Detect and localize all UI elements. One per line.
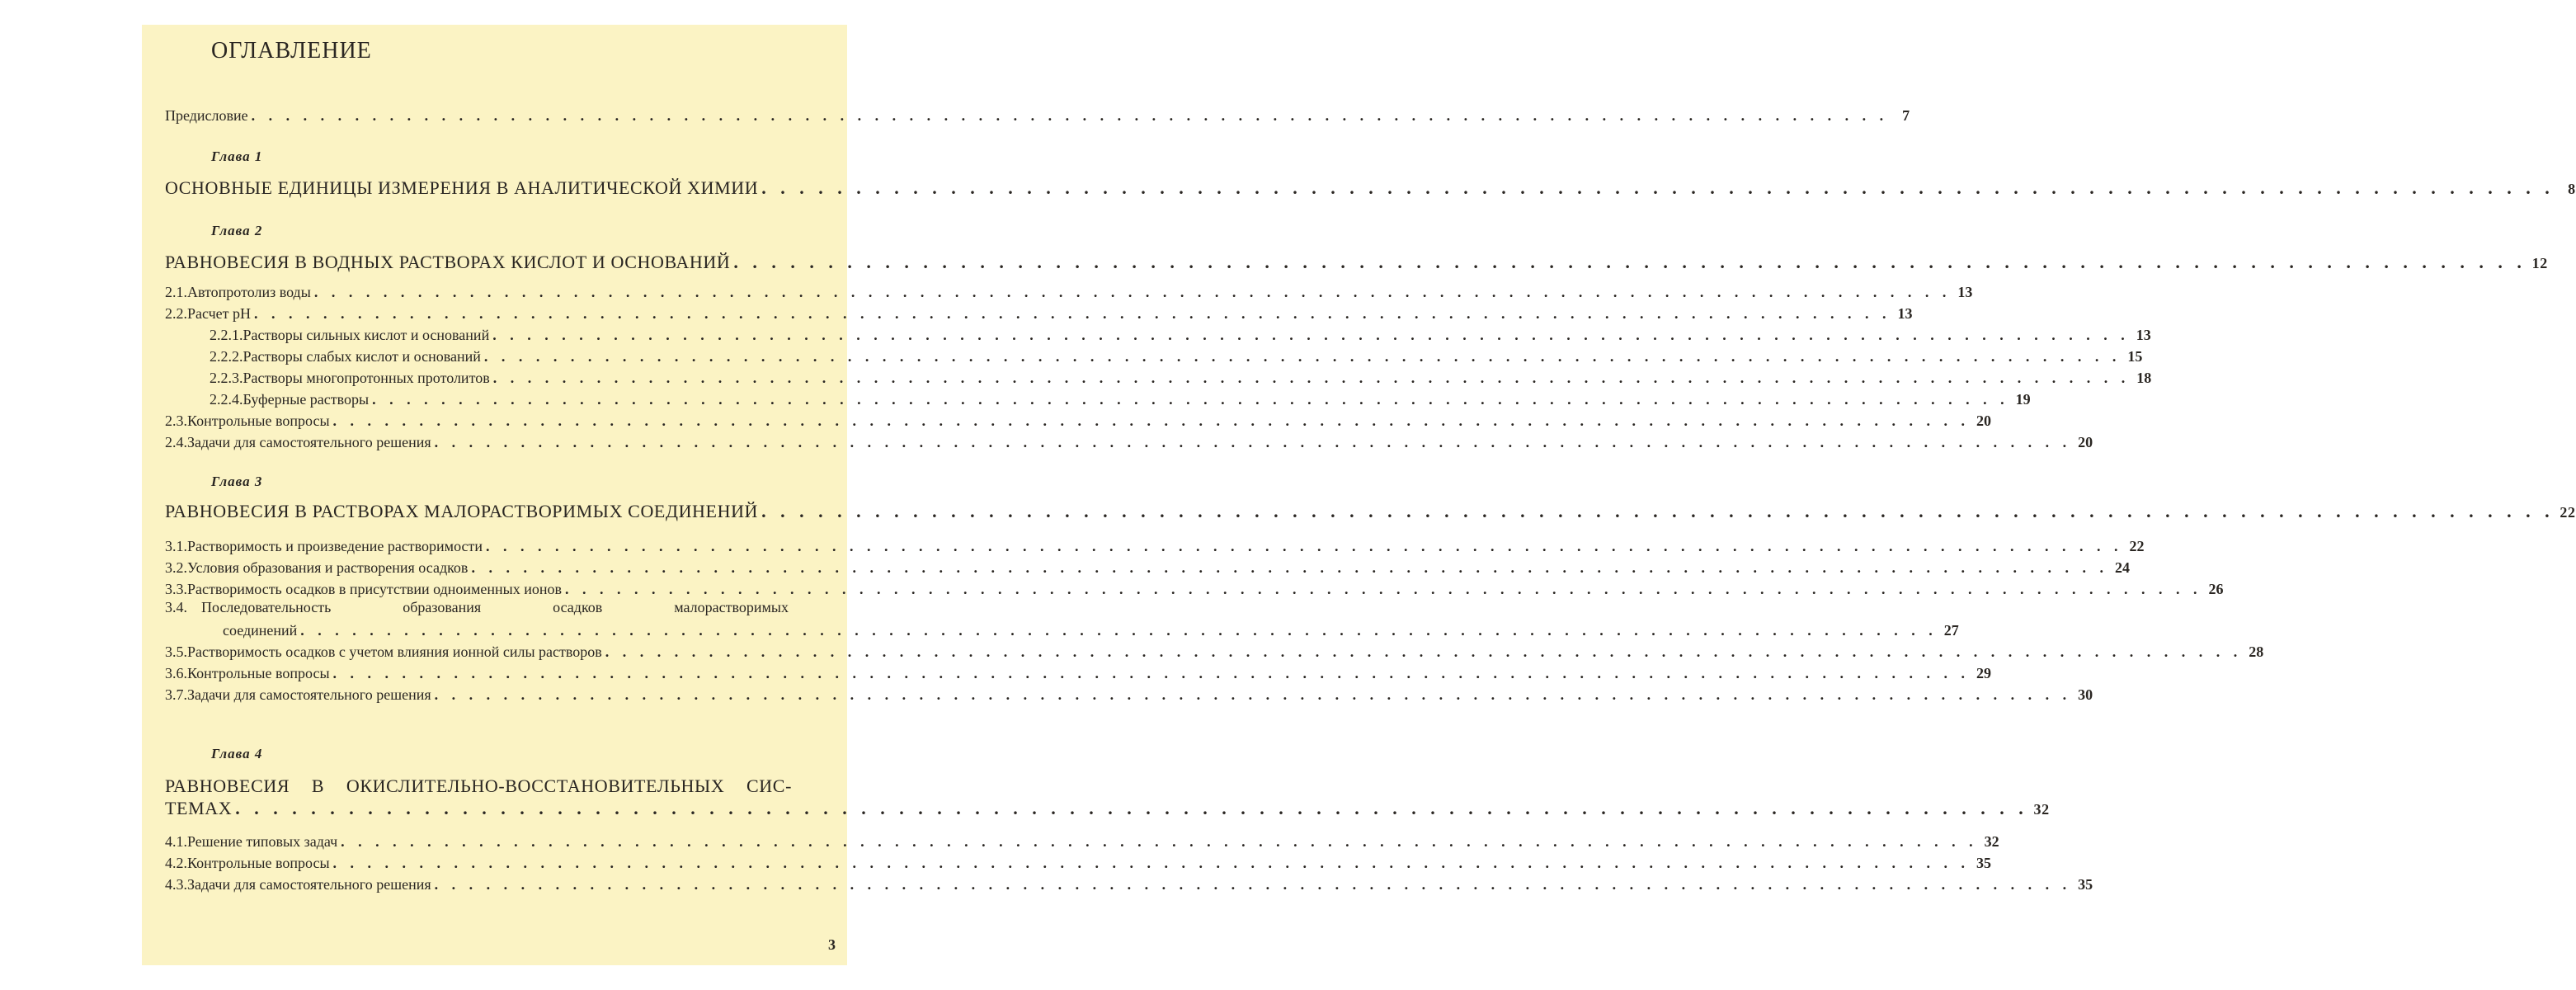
toc-entry-word: осадков [553,599,603,615]
section-number: 3.3. [165,581,187,597]
section-number: 4.1. [165,833,187,850]
toc-entry-page: 24 [2114,559,2130,576]
section-number: 3.5. [165,644,187,660]
section-number: 4.3. [165,876,187,893]
toc-entry [210,389,2031,409]
toc-entry-text: Растворы сильных кислот и оснований [243,327,490,343]
book-page [142,25,2576,965]
chapter-label: Глава 3 [211,474,263,489]
chapter-title-row [165,252,2548,273]
chapter-label: Глава 2 [211,223,263,238]
section-number: 3.4. [165,599,187,615]
section-number: 2.2.1. [210,327,243,343]
dot-leader: . . . . . . . . . . . . . . . . . . . . . . . . . . . . . . . . . . . . . . . . . . . . . . . . . . . . . . . . . . . . . . . . . . . . . . . . . . . . . . . . . . . . . . . . . . . . . . . [471,559,2108,576]
toc-entry-text: Растворимость и произведение растворимости [187,538,483,554]
dot-leader: . . . . . . . . . . . . . . . . . . . . . . . . . . . . . . . . . . . . . . . . . . . . . . . . . . . . . . . . . . . . . . . . . . . . . . . . . . . . . . . . . . . . . . . . . . . . . . . [486,538,2123,554]
toc-entry-page: 28 [2249,644,2264,660]
toc-entry-page: 13 [2136,327,2151,343]
dot-leader: . . . . . . . . . . . . . . . . . . . . . . . . . . . . . . . . . . . . . . . . . . . . . . . . . . . . . . . . . . . . . . . . . . . . . . . . . . . . . . . . . . . . . . . . . . . . . . . [605,644,2243,660]
toc-entry-page: 15 [2127,348,2143,365]
dot-leader: . . . . . . . . . . . . . . . . . . . . . . . . . . . . . . . . . . . . . . . . . . . . . . . . . . . . . . . . . . . . . . . . . . . . . . . . . . . . . . . . . . . . . . . . . . . . . . . [332,665,1971,681]
section-number: 2.2.4. [210,391,243,408]
toc-entry [165,663,1992,683]
toc-entry [165,853,1992,873]
section-number: 3.1. [165,538,187,554]
chapter-title-row [165,501,2576,522]
dot-leader: . . . . . . . . . . . . . . . . . . . . . . . . . . . . . . . . . . . . . . . . . . . . . . . . . . . . . . . . . . . . . . . . . . . . . . . . . . . . . . . . . . . . . . . . . . . . . . . [254,305,1891,322]
toc-entry-page: 18 [2136,370,2152,386]
toc-entry-text [201,599,789,616]
dot-leader: . . . . . . . . . . . . . . . . . . . . . . . . . . . . . . . . . . . . . . . . . . . . . . . . . . . . . . . . . . . . . . . . . . . . . . . . . . . . . . . . . . . . . . . . . . . . . . . [434,434,2072,450]
toc-entry [165,832,1999,851]
dot-leader: . . . . . . . . . . . . . . . . . . . . . . . . . . . . . . . . . . . . . . . . . . . . . . . . . . . . . . . . . . . . . . . . . . . . . . . . . . . . . . . . . . . . . . . . . . . . . . . [372,391,2009,408]
dot-leader: . . . . . . . . . . . . . . . . . . . . . . . . . . . . . . . . . . . . . . . . . . . . . . . . . . . . . . . . . . . . . . . . . . . . . . . . . . . . . . . . . . . . . . . . . . . . . . . [332,412,1971,429]
chapter-title: РАВНОВЕСИЯ В ВОДНЫХ РАСТВОРАХ КИСЛОТ И ОСНОВАНИЙ [165,252,731,272]
toc-entry [165,685,2093,705]
dot-leader: . . . . . . . . . . . . . . . . . . . . . . . . . . . . . . . . . . . . . . . . . . . . . . . . . . . . . . . . . . . . . . . . . . . . . . . . . . . . . . . . . . . . . . . . . . . . . . . [492,370,2131,386]
toc-entry-text: Растворы многопротонных протолитов [243,370,490,386]
dot-leader: . . . . . . . . . . . . . . . . . . . . . . . . . . . . . . . . . . . . . . . . . . . . . . . . . . . . . . . . . . . . . . . . . . . . . . . . . . . . . . . . . . . . . . . . . . . . . . . [492,327,2130,343]
toc-entry-page: 7 [1902,107,1910,124]
chapter-label: Глава 4 [211,746,263,761]
dot-leader: . . . . . . . . . . . . . . . . . . . . . . . . . . . . . . . . . . . . . . . . . . . . . . . . . . . . . . . . . . . . . . . . . . . . . . . . . . . . . . . . . . . . . . . . . . . . . . . [300,622,1938,639]
dot-leader: . . . . . . . . . . . . . . . . . . . . . . . . . . . . . . . . . . . . . . . . . . . . . . . . . . . . . . . . . . . . . . . . . . . . . . . . . . . . . . . . . . . . . . . . . . . . . . . [434,686,2072,703]
dot-leader: . . . . . . . . . . . . . . . . . . . . . . . . . . . . . . . . . . . . . . . . . . . . . . . . . . . . . . . . . . . . . . . . . . . . . . . . . . . . . . . . . . . . . . . . . . . . . . . [341,833,1978,850]
toc-entry [210,325,2151,345]
dot-leader: . . . . . . . . . . . . . . . . . . . . . . . . . . . . . . . . . . . . . . . . . . . . . . . . . . . . . . . . . . . . . . . . . . . . . . . . . . . . . . . . . . . . . . . . . . . . . . . [761,177,2555,198]
toc-entry [165,579,2224,599]
toc-entry-text: Контрольные вопросы [187,665,330,681]
toc-entry-text: Буферные растворы [243,391,370,408]
toc-entry [165,304,1913,323]
toc-entry [165,411,1992,431]
toc-entry-text: Задачи для самостоятельного решения [187,686,431,703]
toc-entry-page: 20 [2078,434,2093,450]
toc-entry [165,558,2130,578]
toc-entry-text: Условия образования и растворения осадков [187,559,469,576]
section-number: 2.2.2. [210,348,243,365]
chapter-title: ОСНОВНЫЕ ЕДИНИЦЫ ИЗМЕРЕНИЯ В АНАЛИТИЧЕСКОЙ ХИМИИ [165,177,759,198]
toc-entry-text: Растворимость осадков с учетом влияния ионной силы растворов [187,644,602,660]
toc-entry-multiline [165,599,789,616]
toc-entry-page: 29 [1976,665,1992,681]
toc-entry-page: 35 [2078,876,2093,893]
section-number: 2.4. [165,434,187,450]
chapter-page: 22 [2560,504,2576,521]
toc-entry [165,282,1973,302]
toc-entry [165,874,2093,894]
toc-entry [210,346,2143,366]
toc-entry-text: Расчет pH [187,305,252,322]
toc-entry [165,642,2264,662]
chapter-title-line [165,776,792,797]
toc-entry-page: 35 [1976,855,1992,871]
toc-entry-page: 26 [2208,581,2224,597]
chapter-label: Глава 1 [211,148,263,164]
dot-leader: . . . . . . . . . . . . . . . . . . . . . . . . . . . . . . . . . . . . . . . . . . . . . . . . . . . . . . . . . . . . . . . . . . . . . . . . . . . . . . . . . . . . . . . . . . . . . . . [251,107,1889,124]
toc-entry-page: 32 [1984,833,1999,850]
toc-entry-page: 27 [1943,622,1959,639]
toc-entry-preface [165,106,1910,125]
dot-leader: . . . . . . . . . . . . . . . . . . . . . . . . . . . . . . . . . . . . . . . . . . . . . . . . . . . . . . . . . . . . . . . . . . . . . . . . . . . . . . . . . . . . . . . . . . . . . . . [761,501,2555,521]
toc-entry-text: Задачи для самостоятельного решения [187,876,431,893]
dot-leader: . . . . . . . . . . . . . . . . . . . . . . . . . . . . . . . . . . . . . . . . . . . . . . . . . . . . . . . . . . . . . . . . . . . . . . . . . . . . . . . . . . . . . . . . . . . . . . . [332,855,1971,871]
section-number: 3.2. [165,559,187,576]
toc-entry-page: 30 [2078,686,2093,703]
toc-entry-word: образования [403,599,482,615]
section-number: 2.2. [165,305,187,322]
toc-entry-text: Контрольные вопросы [187,412,330,429]
toc-entry [165,432,2093,452]
chapter-title-word: СИС- [746,776,792,796]
toc-entry-text: Растворимость осадков в присутствии одноименных ионов [187,581,563,597]
chapter-page: 32 [2033,801,2050,818]
chapter-title-word: В [311,776,325,796]
chapter-title-word: ОКИСЛИТЕЛЬНО-ВОССТАНОВИТЕЛЬНЫХ [346,776,725,796]
dot-leader: . . . . . . . . . . . . . . . . . . . . . . . . . . . . . . . . . . . . . . . . . . . . . . . . . . . . . . . . . . . . . . . . . . . . . . . . . . . . . . . . . . . . . . . . . . . . . . . [483,348,2122,365]
toc-entry-page: 20 [1976,412,1992,429]
section-number: 2.1. [165,284,187,300]
chapter-title: РАВНОВЕСИЯ В РАСТВОРАХ МАЛОРАСТВОРИМЫХ СОЕДИНЕНИЙ [165,501,759,521]
section-number: 2.3. [165,412,187,429]
chapter-page: 8 [2568,181,2576,197]
dot-leader: . . . . . . . . . . . . . . . . . . . . . . . . . . . . . . . . . . . . . . . . . . . . . . . . . . . . . . . . . . . . . . . . . . . . . . . . . . . . . . . . . . . . . . . . . . . . . . . [565,581,2202,597]
section-number: 3.6. [165,665,187,681]
toc-entry [165,536,2145,556]
dot-leader: . . . . . . . . . . . . . . . . . . . . . . . . . . . . . . . . . . . . . . . . . . . . . . . . . . . . . . . . . . . . . . . . . . . . . . . . . . . . . . . . . . . . . . . . . . . . . . . [434,876,2072,893]
toc-entry-word: малорастворимых [674,599,789,615]
toc-entry-text: Решение типовых задач [187,833,338,850]
toc-entry-continuation [223,620,1959,640]
dot-leader: . . . . . . . . . . . . . . . . . . . . . . . . . . . . . . . . . . . . . . . . . . . . . . . . . . . . . . . . . . . . . . . . . . . . . . . . . . . . . . . . . . . . . . . . . . . . . . . [733,252,2527,272]
dot-leader: . . . . . . . . . . . . . . . . . . . . . . . . . . . . . . . . . . . . . . . . . . . . . . . . . . . . . . . . . . . . . . . . . . . . . . . . . . . . . . . . . . . . . . . . . . . . . . . [235,798,2028,818]
page-number: 3 [828,936,836,953]
page-heading: ОГЛАВЛЕНИЕ [211,38,372,64]
toc-entry-page: 13 [1957,284,1973,300]
section-number: 4.2. [165,855,187,871]
chapter-title-row [165,177,2576,199]
toc-entry-page: 22 [2129,538,2145,554]
section-number: 3.7. [165,686,187,703]
toc-entry-page: 13 [1897,305,1913,322]
toc-entry-text: Задачи для самостоятельного решения [187,434,431,450]
toc-entry [210,368,2152,388]
toc-entry-text: Предисловие [165,107,248,124]
toc-entry-page: 19 [2015,391,2031,408]
chapter-page: 12 [2531,255,2548,271]
toc-entry-text: Автопротолиз воды [187,284,311,300]
dot-leader: . . . . . . . . . . . . . . . . . . . . . . . . . . . . . . . . . . . . . . . . . . . . . . . . . . . . . . . . . . . . . . . . . . . . . . . . . . . . . . . . . . . . . . . . . . . . . . . [313,284,1952,300]
toc-entry-text: Растворы слабых кислот и оснований [243,348,481,365]
toc-entry-text: Контрольные вопросы [187,855,330,871]
chapter-title-row [165,798,2050,819]
toc-entry-word: Последовательность [201,599,332,615]
chapter-title: ТЕМАХ [165,798,233,818]
chapter-title-word: РАВНОВЕСИЯ [165,776,290,796]
toc-entry-text: соединений [223,622,298,639]
section-number: 2.2.3. [210,370,243,386]
